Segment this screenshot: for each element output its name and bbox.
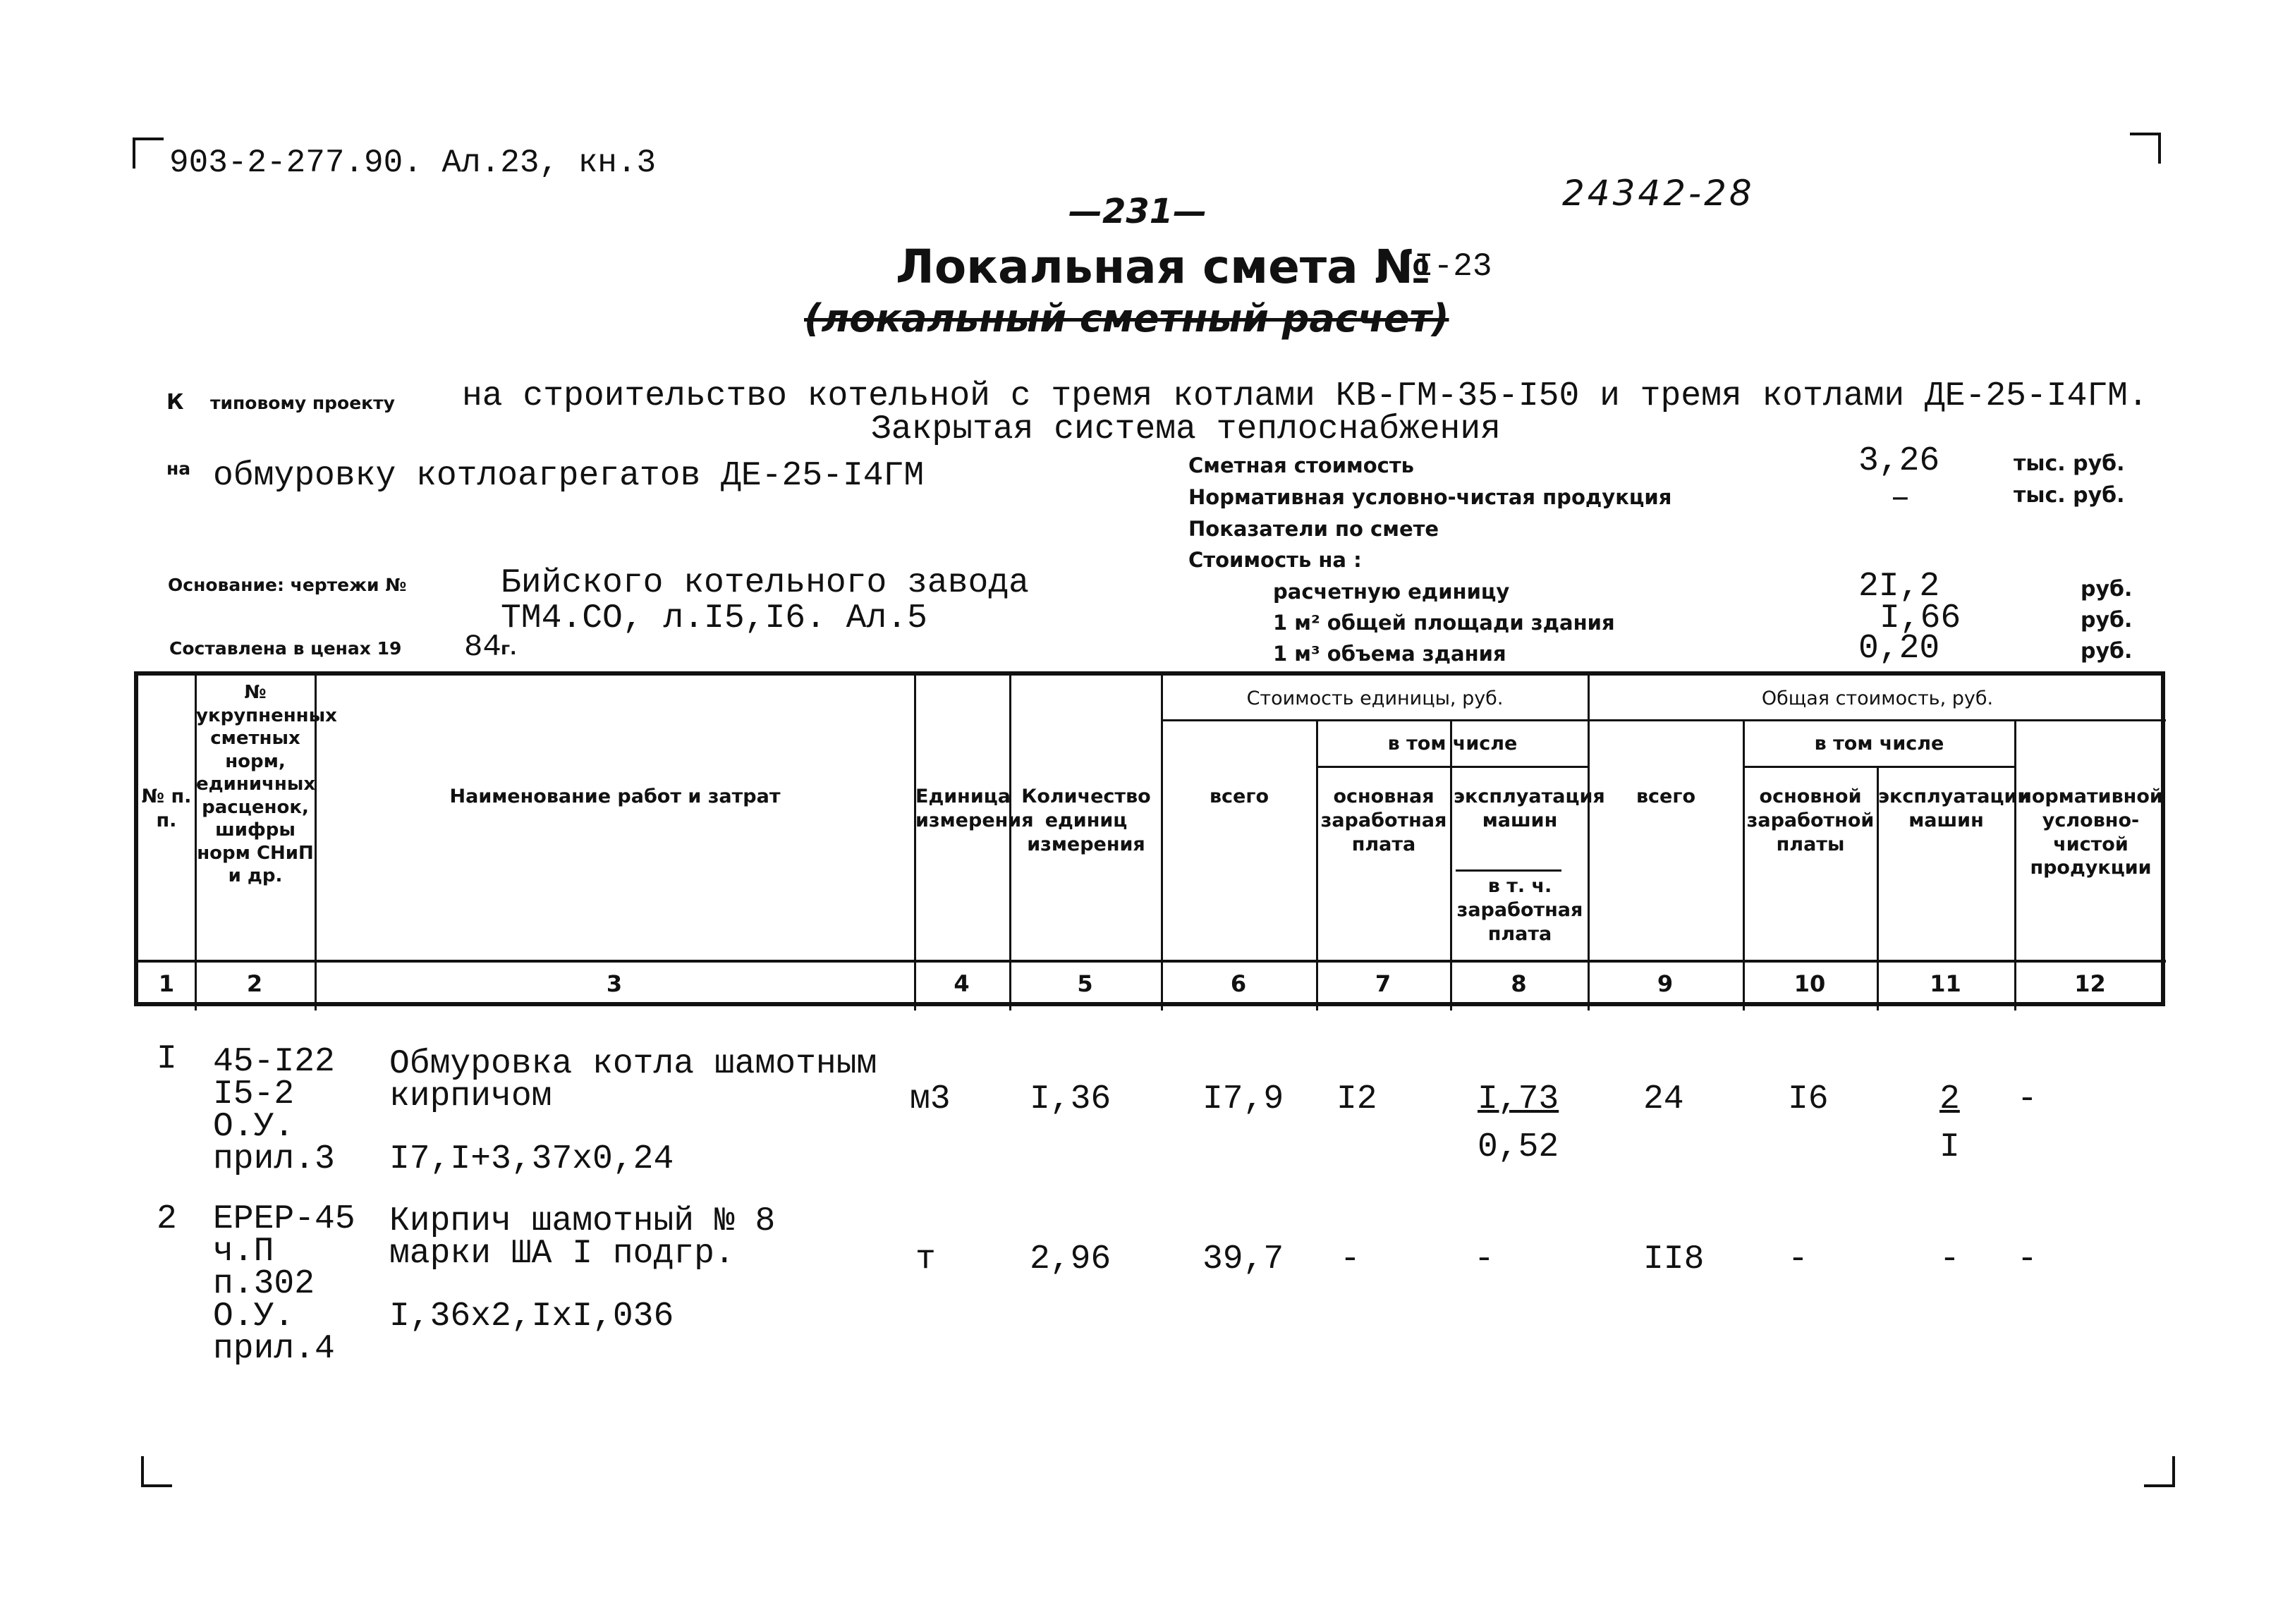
col-number: 2 — [246, 970, 263, 997]
row-1-name-1: Обмуровка котла шамотным — [389, 1045, 877, 1083]
unit-cost-value: 2I,2 — [1858, 568, 1940, 606]
prices-year: 84 — [464, 630, 501, 665]
row-2-norm: - — [2017, 1240, 2038, 1278]
row-2-total-machine: - — [1939, 1240, 1960, 1278]
document-code: 903-2-277.90. Ал.23, кн.3 — [169, 145, 657, 181]
area-cost-label: 1 м² общей площади здания — [1273, 611, 1615, 635]
header-unit-machine-salary: в т. ч. заработная плата — [1456, 875, 1583, 945]
page-subtitle: (локальный сметный расчет) — [804, 296, 1449, 341]
row-1-total-machine-salary: I — [1939, 1128, 1960, 1166]
row-1-formula: I7,I+3,37x0,24 — [389, 1140, 674, 1178]
project-line-1: на строительство котельной с тремя котлами КВ-ГМ-35-I50 и тремя котлами ДЕ-25-I4ГМ. — [462, 377, 2148, 415]
estimate-table-header — [134, 671, 2165, 1006]
header-total: всего — [1636, 786, 1696, 807]
prices-label: Составлена в ценах 19 — [169, 638, 402, 659]
row-2-code-5: прил.4 — [213, 1330, 335, 1368]
row-1-code-1: 45-I22 — [213, 1043, 335, 1081]
row-2-code-1: ЕРЕР-45 — [213, 1200, 355, 1238]
corner-mark-bottom-left — [141, 1456, 172, 1487]
row-2-total-salary: - — [1788, 1240, 1808, 1278]
indicators-label: Показатели по смете — [1188, 517, 1439, 541]
col-line — [1316, 719, 1318, 1011]
row-2-unit-machine: - — [1474, 1240, 1494, 1278]
header-norm-code: № укрупненных сметных норм, единичных расценок, шифры норм СНиП и др. — [196, 682, 337, 886]
inventory-number: 24342-28 — [1562, 173, 1755, 214]
header-num: № п. п. — [141, 786, 192, 831]
norm-value: – — [1890, 480, 1911, 518]
row-line — [1743, 766, 2014, 768]
row-1-unit-total: I7,9 — [1202, 1080, 1284, 1118]
area-cost-unit: руб. — [2081, 608, 2133, 633]
col-number: 3 — [606, 970, 623, 997]
col-number: 6 — [1230, 970, 1247, 997]
estimate-number: I-23 — [1414, 248, 1492, 285]
col-number: 7 — [1375, 970, 1391, 997]
row-1-code-3: О.У. — [213, 1108, 295, 1146]
unit-cost-unit: руб. — [2081, 577, 2133, 602]
row-2-name-2: марки ША I подгр. — [389, 1235, 735, 1273]
row-1-unit-salary: I2 — [1336, 1080, 1377, 1118]
header-incl: в том числе — [1387, 733, 1518, 755]
row-1-num: I — [157, 1040, 177, 1078]
prices-suffix: г. — [501, 638, 517, 659]
row-2-formula: I,36x2,IxI,036 — [389, 1298, 674, 1336]
row-1-total: 24 — [1643, 1080, 1684, 1118]
row-line — [1161, 719, 2166, 721]
row-line — [138, 960, 2166, 963]
norm-label: Нормативная условно-чистая продукция — [1188, 485, 1672, 509]
corner-mark-top-left — [133, 138, 164, 169]
corner-mark-top-right — [2130, 133, 2161, 164]
header-work-name: Наименование работ и затрат — [449, 786, 781, 807]
col-number: 1 — [158, 970, 175, 997]
row-2-num: 2 — [157, 1200, 177, 1238]
volume-cost-unit: руб. — [2081, 639, 2133, 664]
row-1-code-2: I5-2 — [213, 1075, 295, 1113]
header-total-cost: Общая стоимость, руб. — [1761, 688, 1994, 709]
basis-label: Основание: чертежи № — [168, 575, 407, 595]
page-title: Локальная смета № — [896, 240, 1431, 294]
row-1-norm: - — [2017, 1080, 2038, 1118]
row-2-qty: 2,96 — [1030, 1240, 1111, 1278]
col-line — [1743, 719, 1745, 1011]
row-2-code-3: п.302 — [213, 1265, 315, 1303]
col-number: 9 — [1657, 970, 1674, 997]
header-total-machine: эксплуатации машин — [1878, 786, 2031, 831]
norm-unit: тыс. руб. — [2014, 483, 2125, 508]
unit-cost-label: расчетную единицу — [1273, 580, 1510, 604]
col-number: 11 — [1930, 970, 1961, 997]
project-line-2: Закрытая система теплоснабжения — [871, 410, 1501, 448]
corner-mark-bottom-right — [2144, 1456, 2175, 1487]
row-2-unit-salary: - — [1340, 1240, 1360, 1278]
row-2-name-1: Кирпич шамотный № 8 — [389, 1202, 776, 1240]
cost-unit: тыс. руб. — [2014, 451, 2125, 476]
row-line — [1456, 869, 1561, 872]
k-small-label: типовому проекту — [210, 393, 395, 413]
row-1-unit: м3 — [910, 1080, 951, 1118]
row-1-unit-machine: I,73 — [1478, 1080, 1559, 1118]
basis-value-2: ТМ4.СО, л.I5,I6. Ал.5 — [501, 599, 927, 637]
col-number: 12 — [2074, 970, 2106, 997]
na-label: на — [166, 458, 191, 479]
col-number: 5 — [1077, 970, 1093, 997]
row-1-qty: I,36 — [1030, 1080, 1111, 1118]
col-number: 10 — [1793, 970, 1826, 997]
row-1-code-4: прил.3 — [213, 1140, 335, 1178]
header-unit-total: всего — [1209, 786, 1269, 807]
header-unit-cost: Стоимость единицы, руб. — [1246, 688, 1504, 709]
area-cost-value: I,66 — [1880, 599, 1961, 637]
page-number: —231— — [1068, 192, 1207, 231]
cost-value: 3,26 — [1858, 442, 1940, 480]
cost-per-label: Стоимость на : — [1188, 548, 1362, 572]
header-unit-salary: основная заработная плата — [1320, 786, 1447, 855]
row-1-name-2: кирпичом — [389, 1077, 552, 1116]
volume-cost-label: 1 м³ объема здания — [1273, 642, 1506, 666]
cost-label: Сметная стоимость — [1188, 453, 1414, 477]
col-number: 8 — [1511, 970, 1527, 997]
header-unit-machine: эксплуатация машин — [1454, 786, 1605, 831]
row-2-code-4: О.У. — [213, 1298, 295, 1336]
header-unit: Единица измерения — [915, 786, 1034, 831]
basis-value-1: Бийского котельного завода — [501, 564, 1029, 602]
volume-cost-value: 0,20 — [1858, 630, 1940, 668]
header-incl-2: в том числе — [1814, 733, 1944, 755]
row-1-total-salary: I6 — [1788, 1080, 1829, 1118]
object-description: обмуровку котлоагрегатов ДЕ-25-I4ГМ — [213, 457, 925, 495]
col-number: 4 — [954, 970, 970, 997]
row-2-code-2: ч.П — [213, 1233, 274, 1271]
header-quantity: Количество единиц измерения — [1021, 786, 1151, 855]
header-norm-product: нормативной условно-чистой продукции — [2018, 786, 2163, 879]
row-line — [1316, 766, 1588, 768]
row-1-total-machine: 2 — [1939, 1080, 1960, 1118]
row-2-unit-total: 39,7 — [1202, 1240, 1284, 1278]
col-line — [1450, 719, 1452, 1011]
row-2-total: II8 — [1643, 1240, 1705, 1278]
header-total-salary: основной заработной платы — [1746, 786, 1875, 855]
row-2-unit: т — [915, 1240, 936, 1278]
k-label: К — [166, 390, 184, 415]
row-1-unit-machine-salary: 0,52 — [1478, 1128, 1559, 1166]
